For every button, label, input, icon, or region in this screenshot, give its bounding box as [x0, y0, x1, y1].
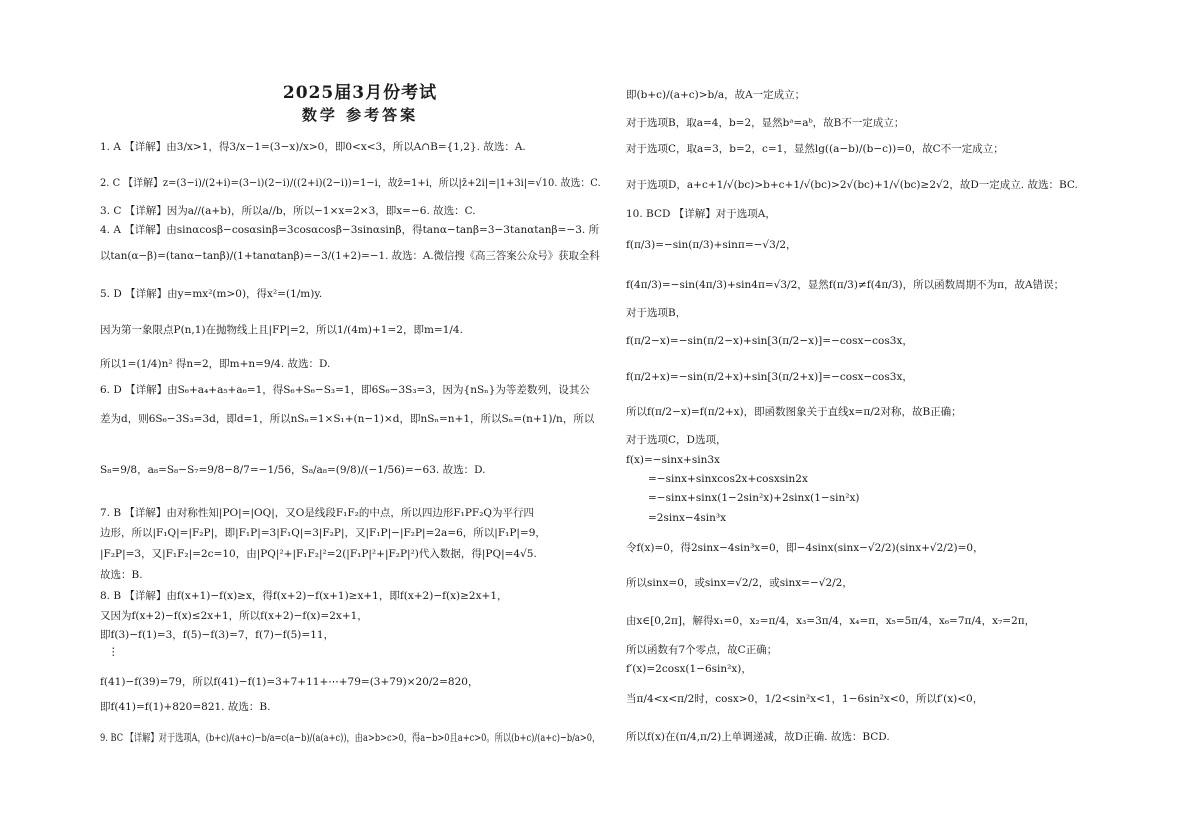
page-title: 2025届3月份考试	[282, 83, 438, 103]
answer-line: 对于选项C，取a=3，b=2，c=1，显然lg((a−b)/(b−c))=0，故C不一定成立；	[626, 143, 1004, 155]
answer-line: =2sinx−4sin³x	[648, 512, 727, 524]
answer-line: 10. BCD 【详解】对于选项A，	[626, 208, 776, 220]
answer-line: f(π/2+x)=−sin(π/2+x)+sin[3(π/2+x)]=−cosx−cos3x，	[626, 371, 913, 383]
answer-line: 当π/4<x<π/2时，cosx>0，1/2<sin²x<1，1−6sin²x<0，所以f′(x)<0，	[626, 693, 984, 705]
answer-line: 对于选项C，D选项，	[626, 434, 727, 446]
answer-line: 即(b+c)/(a+c)>b/a，故A一定成立；	[626, 89, 806, 101]
answer-line: 又因为f(x+2)−f(x)≤2x+1，所以f(x+2)−f(x)=2x+1，	[100, 610, 368, 622]
answer-line: 边形，所以|F₁Q|=|F₂P|，即|F₁P|=3|F₁Q|=3|F₂P|，又|F₁P|−|F₂P|=2a=6，所以|F₁P|=9，	[100, 527, 546, 539]
answer-line: 8. B 【详解】由f(x+1)−f(x)≥x，得f(x+2)−f(x+1)≥x+1，即f(x+2)−f(x)≥2x+1，	[100, 590, 508, 602]
answer-line: 4. A 【详解】由sinαcosβ−cosαsinβ=3cosαcosβ−3sinαsinβ，得tanα−tanβ=3−3tanαtanβ=−3. 所	[100, 224, 600, 236]
answer-line: |F₂P|=3，又|F₁F₂|=2c=10，由|PQ|²+|F₁F₂|²=2(|F₁P|²+|F₂P|²)代入数据，得|PQ|=4√5.	[100, 548, 537, 560]
answer-line: f(x)=−sinx+sin3x	[626, 454, 720, 466]
answer-line: 5. D 【详解】由y=mx²(m>0)，得x²=(1/m)y.	[100, 288, 323, 300]
answer-line: 即f(41)=f(1)+820=821. 故选：B.	[100, 701, 271, 713]
answer-line: 对于选项B，取a=4，b=2，显然bᵃ=aᵇ，故B不一定成立；	[626, 117, 905, 129]
answer-line: 6. D 【详解】由S₆+a₄+a₅+a₆=1，得S₆+S₆−S₃=1，即6S₆−3S₃=3，因为{nSₙ}为等差数列，设其公	[100, 384, 590, 396]
answer-line: 所以sinx=0，或sinx=√2/2，或sinx=−√2/2，	[626, 577, 853, 589]
answer-line: 9. BC 【详解】对于选项A，(b+c)/(a+c)−b/a=c(a−b)/(a(a+c))，由a>b>c>0，得a−b>0且a+c>0。所以(b+c)/(a+c)−b/a>0，	[100, 732, 601, 744]
answer-line: 以tan(α−β)=(tanα−tanβ)/(1+tanαtanβ)=−3/(1+2)=−1. 故选：A.微信搜《高三答案公众号》获取全科	[100, 250, 600, 262]
answer-line: 由x∈[0,2π]，解得x₁=0，x₂=π/4，x₃=3π/4，x₄=π，x₅=5π/4，x₆=7π/4，x₇=2π，	[626, 615, 1036, 627]
answer-line: ⋮	[108, 646, 119, 658]
answer-line: 即f(3)−f(1)=3，f(5)−f(3)=7，f(7)−f(5)=11，	[100, 629, 335, 641]
answer-line: 对于选项D，a+c+1/√(bc)>b+c+1/√(bc)>2√(bc)+1/√(bc)≥2√2，故D一定成立. 故选：BC.	[626, 179, 1078, 191]
answer-line: 1. A 【详解】由3/x>1，得3/x−1=(3−x)/x>0，即0<x<3，所以A∩B={1,2}. 故选：A.	[100, 141, 526, 153]
answer-line: f(41)−f(39)=79，所以f(41)−f(1)=3+7+11+⋯+79=(3+79)×20/2=820，	[100, 676, 479, 688]
answer-line: =−sinx+sinx(1−2sin²x)+2sinx(1−sin²x)	[648, 492, 860, 504]
answer-line: 3. C 【详解】因为a//(a+b)，所以a//b，所以−1×x=2×3，即x=−6. 故选：C.	[100, 205, 476, 217]
answer-line: =−sinx+sinxcos2x+cosxsin2x	[648, 473, 808, 485]
answer-line: 所以函数有7个零点，故C正确；	[626, 644, 778, 656]
page-subtitle: 数学 参考答案	[301, 106, 419, 124]
answer-line: 所以f(π/2−x)=f(π/2+x)，即函数图象关于直线x=π/2对称，故B正确；	[626, 406, 962, 418]
answer-line: 因为第一象限点P(n,1)在抛物线上且|FP|=2，所以1/(4m)+1=2，即m=1/4.	[100, 324, 463, 336]
answer-line: f(4π/3)=−sin(4π/3)+sin4π=√3/2，显然f(π/3)≠f(4π/3)，所以函数周期不为π，故A错误；	[626, 279, 1065, 291]
answer-line: 差为d，则6S₆−3S₃=3d，即d=1，所以nSₙ=1×S₁+(n−1)×d，即nSₙ=n+1，所以Sₙ=(n+1)/n，所以	[100, 413, 595, 425]
answer-line: f′(x)=2cosx(1−6sin²x)，	[626, 663, 752, 675]
answer-line: 所以1=(1/4)n² 得n=2，即m+n=9/4. 故选：D.	[100, 358, 331, 370]
answer-line: 所以f(x)在(π/4,π/2)上单调递减，故D正确. 故选：BCD.	[626, 731, 890, 743]
answer-line: f(π/3)=−sin(π/3)+sinπ=−√3/2，	[626, 239, 797, 251]
answer-line: S₈=9/8，a₈=S₈−S₇=9/8−8/7=−1/56，S₈/a₈=(9/8)/(−1/56)=−63. 故选：D.	[100, 464, 486, 476]
answer-line: 2. C 【详解】z=(3−i)/(2+i)=(3−i)(2−i)/((2+i)(2−i))=1−i，故z̄=1+i，所以|z̄+2i|=|1+3i|=√10. 故选：C.	[100, 177, 601, 189]
answer-line: 对于选项B，	[626, 307, 687, 319]
answer-line: 令f(x)=0，得2sinx−4sin³x=0，即−4sinx(sinx−√2/2)(sinx+√2/2)=0，	[626, 542, 984, 554]
answer-line: f(π/2−x)=−sin(π/2−x)+sin[3(π/2−x)]=−cosx−cos3x，	[626, 335, 913, 347]
answer-line: 故选：B.	[100, 569, 143, 581]
answer-line: 7. B 【详解】由对称性知|PO|=|OQ|，又O是线段F₁F₂的中点，所以四边形F₁PF₂Q为平行四	[100, 507, 535, 519]
